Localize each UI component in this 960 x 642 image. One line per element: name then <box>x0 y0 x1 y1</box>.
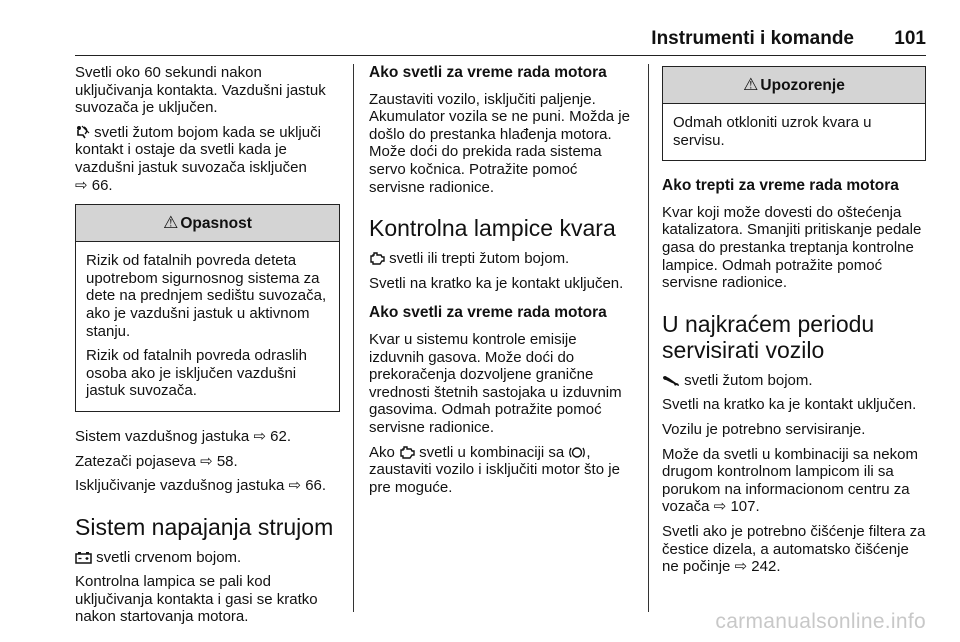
paragraph-text: svetli žutom bojom kada se uključi kontakt i ostaje da svetli kada je vazdušni jastuk suvozača isključen <box>75 123 321 176</box>
engine-icon <box>369 252 385 265</box>
warning-box-body <box>663 104 925 160</box>
watermark: carmanualsonline.info <box>715 610 926 633</box>
paragraph-text: svetli crvenom bojom. <box>92 548 242 566</box>
paragraph-text: svetli žutom bojom. <box>680 371 813 389</box>
subsection-title: Ako svetli za vreme rada motora <box>369 304 607 322</box>
paragraph: Svetli oko 60 sekundi nakon uključivanja kontakta. Vazdušni jastuk suvozača je uključen. <box>75 64 326 117</box>
paragraph-text: svetli ili trepti žutom bojom. <box>385 250 570 268</box>
paragraph: Zaustaviti vozilo, isključiti paljenje. Akumulator vozila se ne puni. Možda je došlo do prestanka hlađenja motora. Može doći do prekida rada sistema servo kočnica. Potražite pomoć servisne radionice. <box>369 90 630 196</box>
warning-title: Upozorenje <box>760 77 845 94</box>
section-title: Kontrolna lampice kvara <box>369 215 616 242</box>
page-number: 101 <box>894 28 926 49</box>
ref-arrow-icon: ⇨ <box>713 498 727 516</box>
ref-arrow-icon: ⇨ <box>200 452 213 470</box>
column-divider <box>648 64 649 612</box>
danger-title: Opasnost <box>180 215 252 233</box>
section-title: U najkraćem periodu servisirati vozilo <box>662 310 875 363</box>
section-title: Sistem napajanja strujom <box>75 513 334 540</box>
warning-box-header <box>663 67 925 104</box>
battery-icon <box>75 551 92 564</box>
page-reference[interactable]: 66. <box>87 176 113 194</box>
header-rule <box>75 55 926 56</box>
warning-triangle-icon: ⚠ <box>163 213 179 233</box>
paragraph: Svetli na kratko ka je kontakt uključen. <box>662 396 917 414</box>
subsection-title: Ako trepti za vreme rada motora <box>662 177 899 195</box>
paragraph: Kvar u sistemu kontrole emisije izduvnih gasova. Može doći do prekoračenja dozvoljene granične vrednosti štetnih sastojaka u izduvnim gasovima. Odmah potražite pomoć servisne radionice. <box>369 330 622 436</box>
danger-box-body <box>76 242 339 411</box>
paragraph <box>662 446 926 516</box>
subsection-title: Ako svetli za vreme rada motora <box>369 64 607 81</box>
paragraph-text: Svetli ako je potrebno čišćenje filtera za čestice dizela, a automatsko čišćenje ne počinje <box>662 522 926 576</box>
engine-icon <box>399 446 415 459</box>
page-header <box>0 28 960 58</box>
ref-arrow-icon: ⇨ <box>75 176 88 194</box>
paragraph-text: , zaustaviti vozilo i isključiti motor što je pre moguće. <box>369 443 620 496</box>
paragraph-text: svetli u kombinaciji sa <box>415 443 569 461</box>
ref-arrow-icon: ⇨ <box>253 427 267 445</box>
paragraph <box>662 523 926 576</box>
column-1 <box>75 64 340 633</box>
column-3 <box>662 64 926 583</box>
warning-triangle-icon: ⚠ <box>743 75 759 94</box>
paragraph <box>662 372 926 390</box>
paragraph <box>369 444 634 497</box>
paragraph: Rizik od fatalnih povreda odraslih osoba ako je isključen vazdušni jastuk suvozača. <box>86 347 307 400</box>
header-title: Instrumenti i komande <box>651 28 854 49</box>
paragraph-text: Može da svetli u kombinaciji sa nekom drugom kontrolnom lampicom ili sa porukom na informacionom centru za vozača <box>662 445 918 516</box>
page-reference[interactable]: 66. <box>301 477 327 495</box>
column-2 <box>369 64 634 503</box>
danger-box <box>75 204 340 412</box>
paragraph: Rizik od fatalnih povreda deteta upotrebom sigurnosnog sistema za dete na prednjem sedištu suvozača, ako je vazdušni jastuk u aktivnom stanju. <box>86 252 327 340</box>
page-reference[interactable]: 242. <box>747 558 781 576</box>
warning-box <box>662 66 926 161</box>
page-reference[interactable]: 58. <box>212 452 238 470</box>
wrench-icon <box>662 374 680 387</box>
reference-text: Zatezači pojaseva <box>75 452 196 470</box>
brake-icon <box>568 446 586 459</box>
page-reference[interactable]: 107. <box>726 498 760 516</box>
paragraph-text: Ako <box>369 443 400 461</box>
ref-arrow-icon: ⇨ <box>288 477 302 495</box>
reference-text: Sistem vazdušnog jastuka <box>75 427 250 445</box>
column-divider <box>353 64 354 612</box>
paragraph <box>75 124 340 194</box>
page-reference[interactable]: 62. <box>266 427 292 445</box>
cross-reference <box>75 477 340 495</box>
paragraph: Vozilu je potrebno servisiranje. <box>662 420 866 438</box>
danger-box-header <box>76 205 339 242</box>
paragraph: Kontrolna lampica se pali kod uključivanja kontakta i gasi se kratko nakon startovanja motora. <box>75 573 318 626</box>
cross-reference <box>75 453 340 471</box>
paragraph: Kvar koji može dovesti do oštećenja katalizatora. Smanjiti pritiskanje pedale gasa do prestanka treptanja kontrolne lampice. Odmah potražite pomoć servisne radionice. <box>662 203 922 292</box>
cross-reference <box>75 428 340 446</box>
ref-arrow-icon: ⇨ <box>734 558 748 576</box>
paragraph: Odmah otkloniti uzrok kvara u servisu. <box>673 114 872 149</box>
paragraph: Svetli na kratko ka je kontakt uključen. <box>369 274 624 292</box>
reference-text: Isključivanje vazdušnog jastuka <box>75 477 285 495</box>
airbag-off-icon <box>75 125 90 139</box>
paragraph <box>75 549 340 567</box>
paragraph <box>369 250 634 268</box>
